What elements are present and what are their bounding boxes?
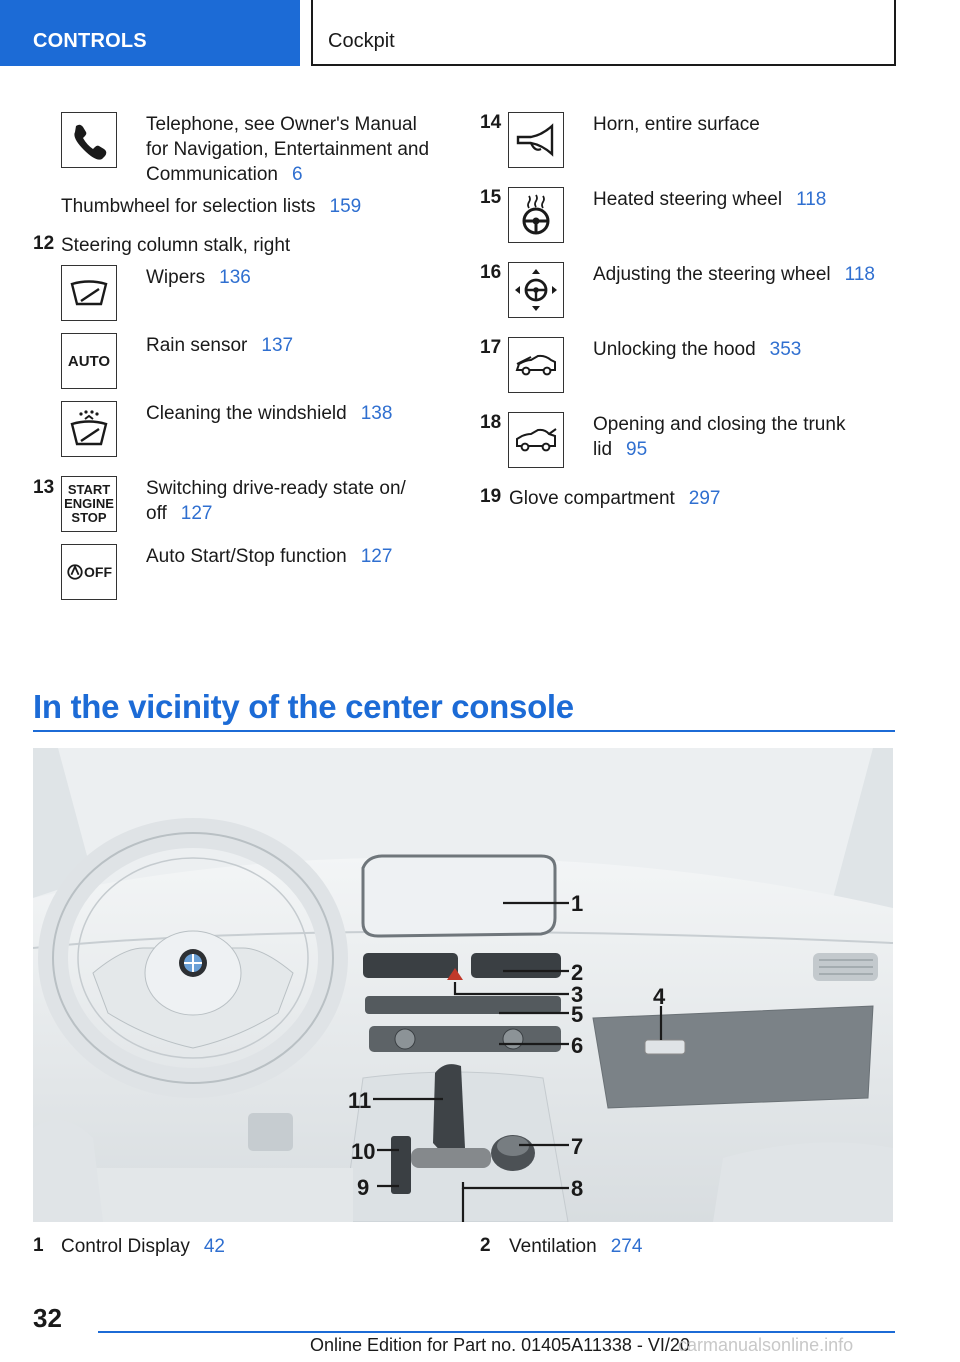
item-number: 15	[480, 187, 502, 208]
callout-label: 8	[571, 1176, 584, 1201]
item-number: 19	[480, 486, 502, 507]
section-tab: CONTROLS	[0, 0, 300, 66]
item-number: 13	[33, 477, 55, 498]
telephone-icon	[61, 112, 117, 168]
watermark: carmanualsonline.info	[678, 1335, 854, 1355]
callout-label: 4	[653, 984, 666, 1009]
heated-wheel-icon	[508, 187, 564, 243]
callout-label: 6	[571, 1033, 584, 1058]
horn-entry: Horn, entire surface	[593, 114, 760, 135]
page-ref-link[interactable]: 353	[769, 339, 802, 360]
edition-text: Online Edition for Part no. 01405A11338 - VI/20	[310, 1335, 690, 1355]
callout-label: 7	[571, 1134, 584, 1159]
callout-label: 5	[571, 1002, 584, 1027]
item-number: 12	[33, 233, 55, 254]
item-13-entry: Switching drive-ready state on/ off 127	[146, 478, 406, 524]
callout-label: 9	[357, 1175, 370, 1200]
section-heading: In the vicinity of the center console	[33, 688, 574, 725]
item-number: 17	[480, 337, 502, 358]
callout-label: 11	[348, 1088, 372, 1113]
chapter-title: Cockpit	[311, 0, 896, 66]
item-number: 1	[33, 1235, 44, 1256]
page-ref-link[interactable]: 95	[626, 439, 648, 460]
wipers-entry: Wipers 136	[146, 267, 251, 288]
callout-label: 1	[571, 891, 584, 916]
heading-rule	[33, 730, 895, 732]
page-number: 32	[33, 1303, 62, 1333]
horn-icon	[508, 112, 564, 168]
item-number: 14	[480, 112, 502, 133]
wiper-icon	[61, 265, 117, 321]
item-12-label: Steering column stalk, right	[61, 235, 291, 256]
item-number: 18	[480, 412, 502, 433]
callout-label: 3	[571, 982, 584, 1007]
rain-sensor-entry: Rain sensor 137	[146, 335, 294, 356]
page-ref-link[interactable]: 118	[796, 189, 827, 210]
page-ref-link[interactable]: 118	[844, 264, 875, 285]
ventilation-entry: Ventilation 274	[509, 1236, 643, 1257]
control-display-entry: Control Display 42	[61, 1236, 225, 1257]
page-ref-link[interactable]: 127	[360, 546, 393, 567]
page-ref-link[interactable]: 137	[261, 335, 294, 356]
item-number: 16	[480, 262, 502, 283]
heated-wheel-entry: Heated steering wheel 118	[593, 189, 827, 210]
page-ref-link[interactable]: 42	[203, 1236, 225, 1257]
thumbwheel-entry: Thumbwheel for selection lists 159	[61, 196, 362, 217]
rain-sensor-icon: AUTO	[61, 333, 117, 389]
page-ref-link[interactable]: 274	[610, 1236, 643, 1257]
cockpit-drawing	[33, 748, 893, 1222]
glove-compartment-entry: Glove compartment 297	[509, 488, 721, 509]
telephone-entry: Telephone, see Owner's Manual for Navigation, Entertainment and Communication 6	[146, 114, 430, 185]
auto-start-stop-entry: Auto Start/Stop function 127	[146, 546, 393, 567]
footer-rule	[98, 1331, 895, 1333]
center-console-illustration	[33, 748, 893, 1222]
windshield-cleaning-entry: Cleaning the windshield 138	[146, 403, 393, 424]
auto-start-stop-off-icon: OFF	[61, 544, 117, 600]
page-ref-link[interactable]: 297	[688, 488, 721, 509]
page-ref-link[interactable]: 136	[219, 267, 251, 288]
hood-entry: Unlocking the hood 353	[593, 339, 802, 360]
page-ref-link[interactable]: 159	[329, 196, 362, 217]
washer-icon	[61, 401, 117, 457]
car-hood-icon	[508, 337, 564, 393]
item-number: 2	[480, 1235, 491, 1256]
adjust-wheel-icon	[508, 262, 564, 318]
trunk-entry: Opening and closing the trunk lid 95	[593, 414, 846, 460]
callout-label: 10	[351, 1139, 376, 1164]
callout-label: 2	[571, 960, 584, 985]
car-trunk-icon	[508, 412, 564, 468]
page-ref-link[interactable]: 138	[360, 403, 393, 424]
page-ref-link[interactable]: 6	[292, 164, 303, 185]
start-stop-button-icon: START ENGINE STOP	[61, 476, 117, 532]
adjust-wheel-entry: Adjusting the steering wheel 118	[593, 264, 875, 285]
page-ref-link[interactable]: 127	[180, 503, 213, 524]
